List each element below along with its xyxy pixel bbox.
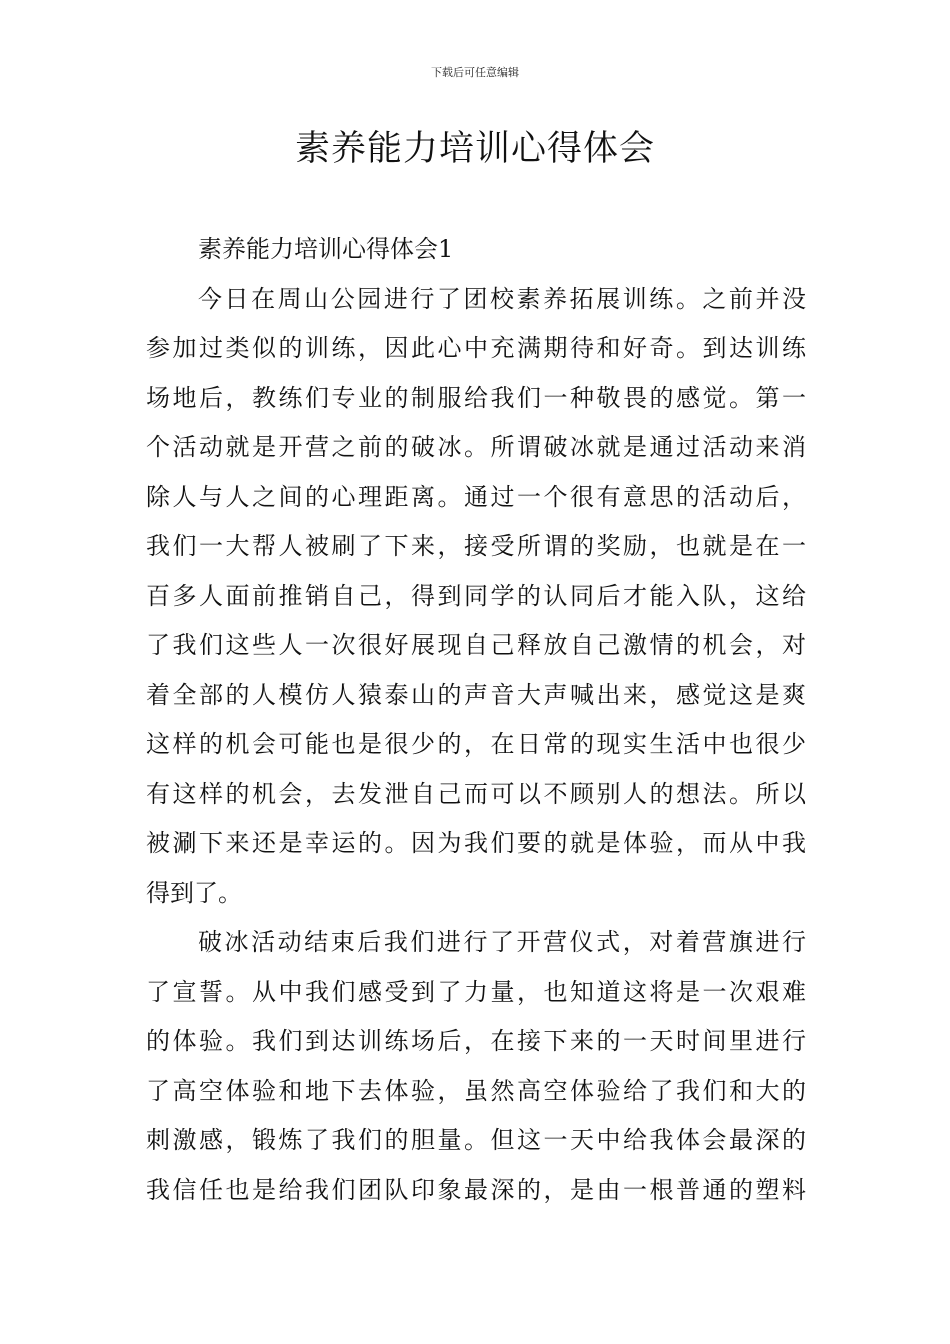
paragraph-2	[146, 918, 806, 1215]
paragraph-line: 被涮下来还是幸运的。因为我们要的就是体验，而从中我	[146, 829, 806, 857]
paragraph-line: 场地后，教练们专业的制服给我们一种敬畏的感觉。第一	[146, 383, 806, 412]
paragraph-line: 得到了。	[146, 878, 242, 907]
paragraph-line: 我信任也是给我们团队印象最深的，是由一根普通的塑料	[146, 1175, 806, 1204]
paragraph-line: 百多人面前推销自己，得到同学的认同后才能入队，这给	[146, 581, 806, 610]
paragraph-line: 除人与人之间的心理距离。通过一个很有意思的活动后，	[146, 482, 806, 511]
paragraph-line: 个活动就是开营之前的破冰。所谓破冰就是通过活动来消	[146, 433, 806, 461]
paragraph-line: 破冰活动结束后我们进行了开营仪式，对着营旗进行	[198, 928, 806, 956]
paragraph-line: 参加过类似的训练，因此心中充满期待和好奇。到达训练	[146, 334, 806, 362]
document-body	[146, 225, 806, 1215]
paragraph-line: 了高空体验和地下去体验，虽然高空体验给了我们和大的	[146, 1076, 806, 1105]
paragraph-1	[146, 275, 806, 919]
paragraph-line: 的体验。我们到达训练场后，在接下来的一天时间里进行	[146, 1027, 806, 1055]
paragraph-line: 我们一大帮人被刷了下来，接受所谓的奖励，也就是在一	[146, 532, 806, 560]
paragraph-line: 有这样的机会，去发泄自己而可以不顾别人的想法。所以	[146, 779, 806, 808]
paragraph-line: 这样的机会可能也是很少的，在日常的现实生活中也很少	[146, 730, 806, 758]
page-header-note: 下载后可任意编辑	[431, 66, 519, 79]
paragraph-line: 了宣誓。从中我们感受到了力量，也知道这将是一次艰难	[146, 977, 806, 1006]
document-title: 素养能力培训心得体会	[294, 129, 655, 169]
paragraph-line: 刺激感，锻炼了我们的胆量。但这一天中给我体会最深的	[146, 1126, 806, 1154]
section-heading: 素养能力培训心得体会1	[198, 235, 454, 263]
paragraph-line: 了我们这些人一次很好展现自己释放自己激情的机会，对	[146, 631, 806, 659]
paragraph-line: 今日在周山公园进行了团校素养拓展训练。之前并没	[198, 284, 806, 313]
paragraph-line: 着全部的人模仿人猿泰山的声音大声喊出来，感觉这是爽	[146, 680, 806, 709]
